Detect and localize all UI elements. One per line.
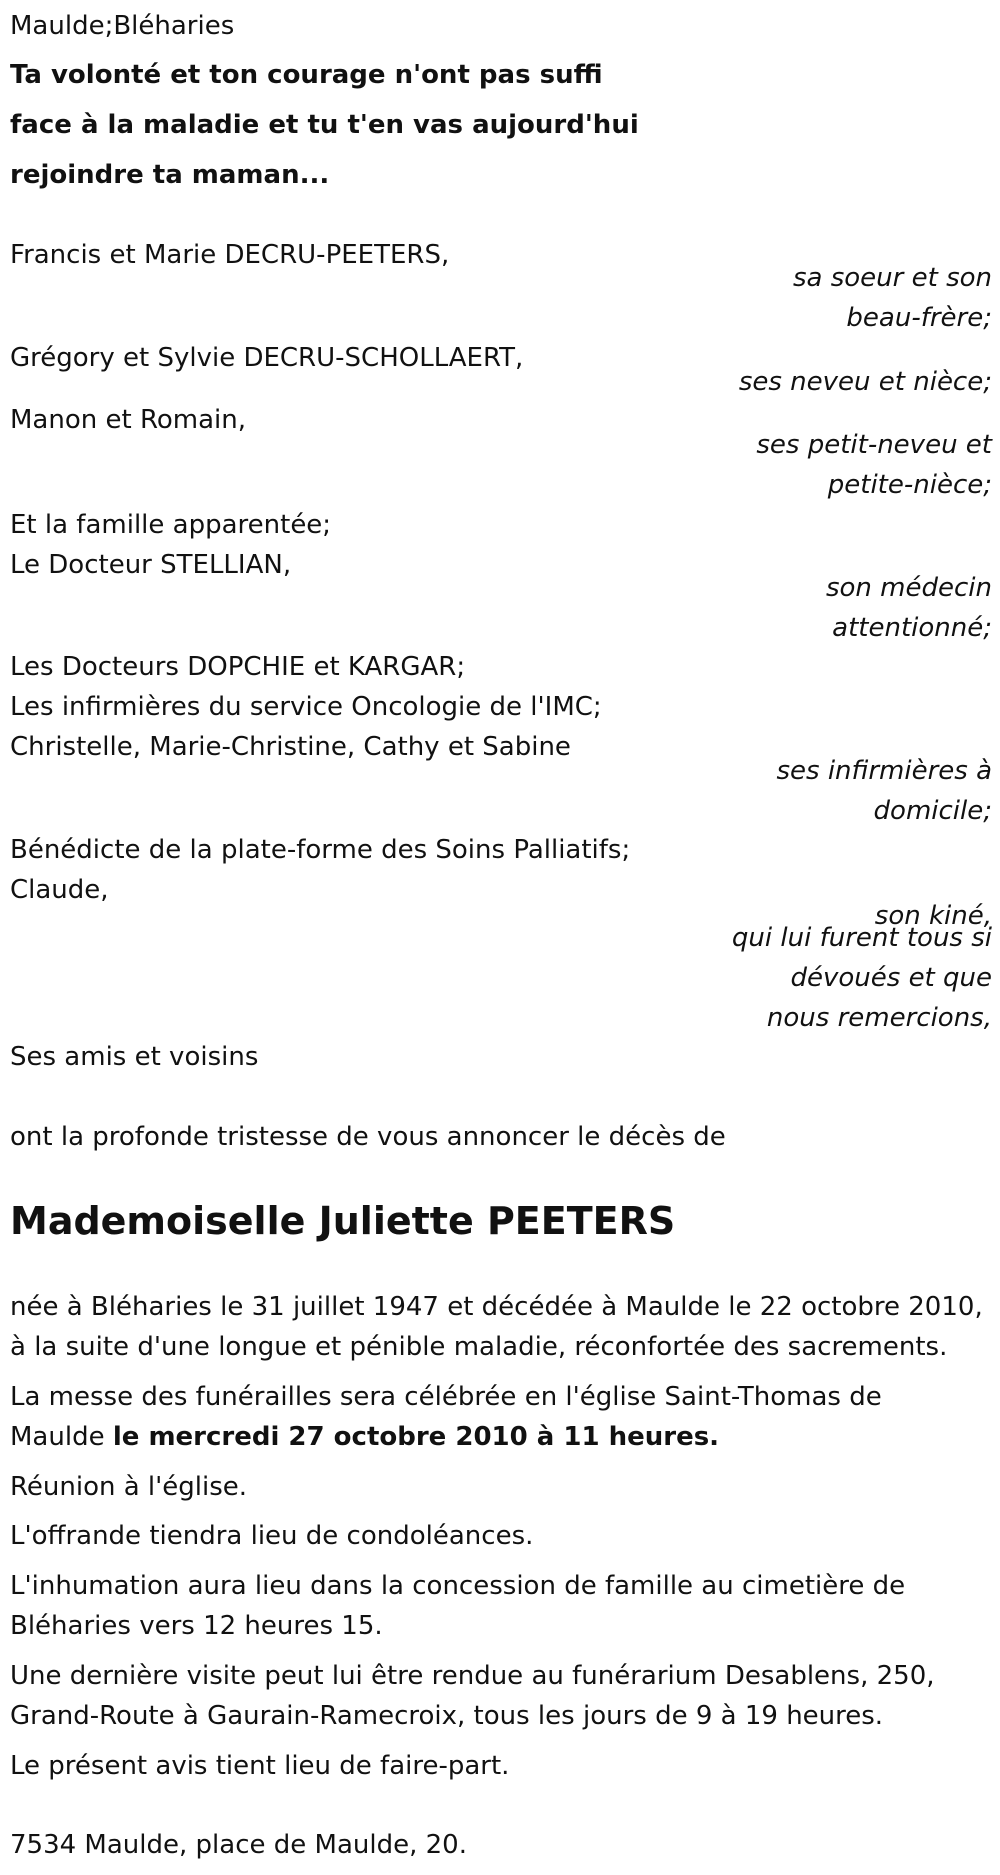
quote-line-2: face à la maladie et tu t'en vas aujourd'hui [10, 110, 639, 140]
quote-line-1: Ta volonté et ton courage n'ont pas suffi [10, 60, 603, 90]
family-role-1b: beau-frère; [846, 303, 992, 333]
family-role-3a: ses petit-neveu et [756, 430, 992, 460]
family-role-10: son kiné, [874, 901, 992, 931]
family-name-2: Grégory et Sylvie DECRU-SCHOLLAERT, [10, 343, 524, 373]
closing-role-1: qui lui furent tous si [731, 923, 992, 953]
location-line: Maulde;Bléharies [10, 11, 235, 41]
family-role-8b: domicile; [873, 796, 992, 826]
family-name-7: Les infirmières du service Oncologie de l'IMC; [10, 692, 602, 722]
birth-death-line-1: née à Bléharies le 31 juillet 1947 et décédée à Maulde le 22 octobre 2010, [10, 1292, 983, 1322]
inhumation-line-1: L'inhumation aura lieu dans la concession de famille au cimetière de [10, 1571, 906, 1601]
closing-role-3: nous remercions, [766, 1003, 992, 1033]
faire-part-line: Le présent avis tient lieu de faire-part. [10, 1751, 510, 1781]
family-role-3b: petite-nièce; [827, 470, 992, 500]
offrande-line: L'offrande tiendra lieu de condoléances. [10, 1521, 534, 1551]
visite-line-2: Grand-Route à Gaurain-Ramecroix, tous les jours de 9 à 19 heures. [10, 1701, 884, 1731]
family-name-3: Manon et Romain, [10, 405, 246, 435]
visite-line-1: Une dernière visite peut lui être rendue au funérarium Desablens, 250, [10, 1661, 935, 1691]
quote-line-3: rejoindre ta maman... [10, 160, 330, 190]
address-line: 7534 Maulde, place de Maulde, 20. [10, 1830, 467, 1860]
mass-line-2 [10, 1417, 719, 1457]
birth-death-line-2: à la suite d'une longue et pénible maladie, réconfortée des sacrements. [10, 1332, 948, 1362]
reunion-line: Réunion à l'église. [10, 1472, 248, 1502]
mass-line-1: La messe des funérailles sera célébrée en l'église Saint-Thomas de [10, 1382, 882, 1412]
inhumation-line-2: Bléharies vers 12 heures 15. [10, 1611, 383, 1641]
family-role-5a: son médecin [825, 573, 992, 603]
family-role-2: ses neveu et nièce; [738, 367, 992, 397]
announcement: ont la profonde tristesse de vous annoncer le décès de [10, 1122, 726, 1152]
mass-prefix: Maulde [10, 1422, 105, 1452]
family-role-5b: attentionné; [832, 613, 992, 643]
deceased-name: Mademoiselle Juliette PEETERS [10, 1199, 676, 1243]
family-name-11: Ses amis et voisins [10, 1042, 259, 1072]
family-name-4: Et la famille apparentée; [10, 510, 332, 540]
family-role-8a: ses infirmières à [776, 756, 992, 786]
family-name-1: Francis et Marie DECRU-PEETERS, [10, 240, 450, 270]
family-name-10: Claude, [10, 875, 109, 905]
family-name-9: Bénédicte de la plate-forme des Soins Palliatifs; [10, 835, 631, 865]
family-name-8: Christelle, Marie-Christine, Cathy et Sabine [10, 732, 571, 762]
mass-date: le mercredi 27 octobre 2010 à 11 heures. [112, 1422, 720, 1452]
family-name-5: Le Docteur STELLIAN, [10, 550, 292, 580]
family-name-6: Les Docteurs DOPCHIE et KARGAR; [10, 652, 466, 682]
closing-role-2: dévoués et que [790, 963, 992, 993]
family-role-1a: sa soeur et son [792, 263, 992, 293]
